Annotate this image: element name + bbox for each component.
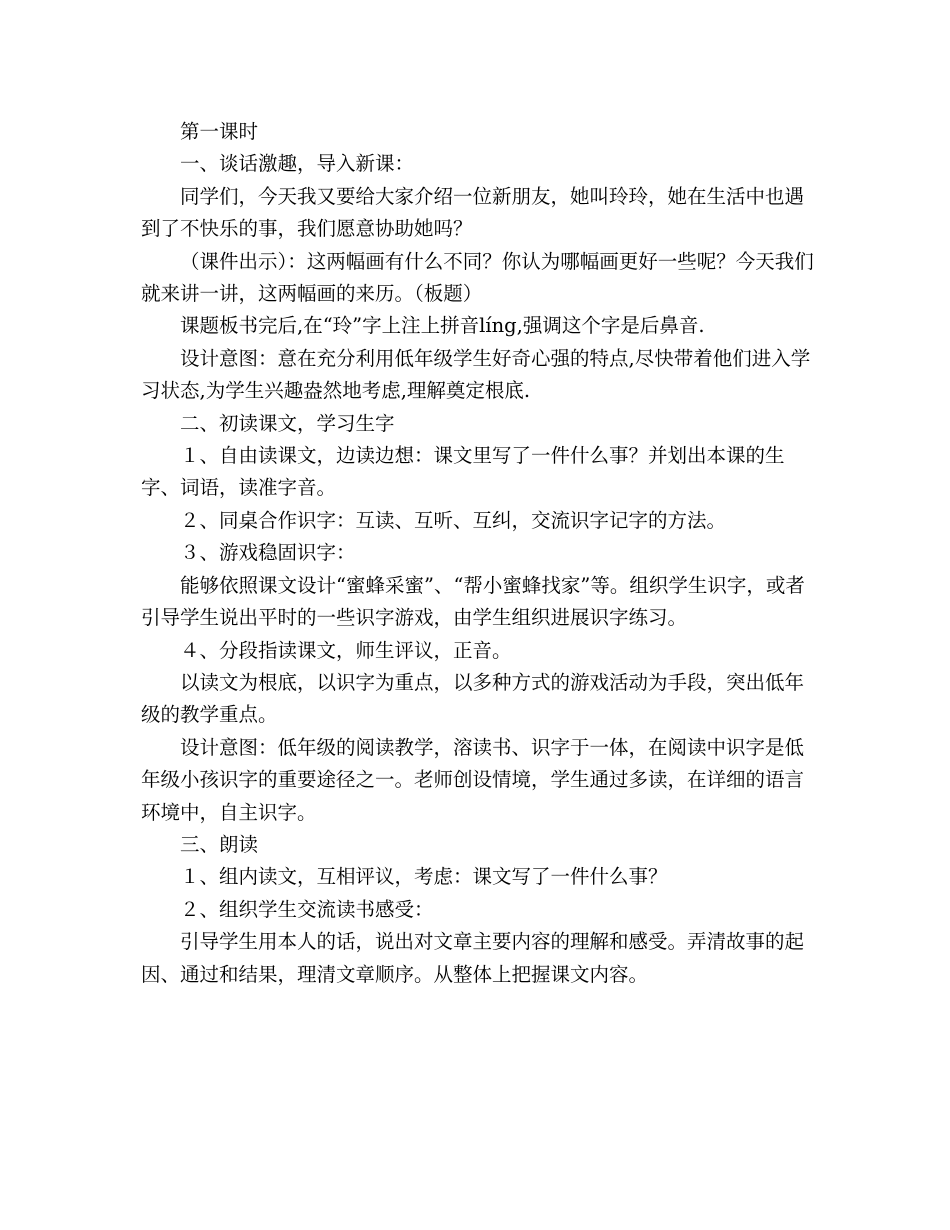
list-item-3: ３、游戏稳固识字： — [180, 541, 356, 565]
paragraph-courseware: （课件出示）：这两幅画有什么不同？你认为哪幅画更好一些呢？今天我们就来讲一讲，这两幅画的来历。（板题） — [141, 249, 814, 306]
list-item-1: １、自由读课文，边读边想：课文里写了一件什么事？并划出本课的生字、词语，读准字音。 — [141, 444, 785, 500]
paragraph-guide: 引导学生用本人的话，说出对文章主要内容的理解和感受。弄清故事的起因、通过和结果，理清文章顺序。从整体上把握课文内容。 — [141, 930, 805, 986]
paragraph-focus: 以读文为根底，以识字为重点，以多种方式的游戏活动为手段，突出低年级的教学重点。 — [141, 670, 805, 727]
list-item-4: ４、分段指读课文，师生评议，正音。 — [180, 638, 512, 662]
paragraph-design-intent-2: 设计意图：低年级的阅读教学，溶读书、识字于一体，在阅读中识字是低年级小孩识字的重要途径之一。老师创设情境，学生通过多读，在详细的语言环境中，自主识字。 — [141, 735, 805, 824]
paragraph-design-intent-1: 设计意图：意在充分利用低年级学生好奇心强的特点,尽快带着他们进入学习状态,为学生兴趣盎然地考虑,理解奠定根底. — [141, 346, 811, 403]
list-item-2: ２、同桌合作识字：互读、互听、互纠，交流识字记字的方法。 — [180, 508, 727, 532]
paragraph-game: 能够依照课文设计“蜜蜂采蜜”、“帮小蜜蜂找家”等。组织学生识字，或者引导学生说出平时的一些识字游戏，由学生组织进展识字练习。 — [141, 573, 805, 630]
list-item-5: １、组内读文，互相评议，考虑：课文写了一件什么事？ — [180, 865, 668, 889]
section-heading-2: 二、初读课文，学习生字 — [180, 411, 395, 435]
section-heading-1: 一、谈话激趣，导入新课： — [180, 152, 415, 176]
paragraph-board-title: 课题板书完后,在“玲”字上注上拼音líng,强调这个字是后鼻音. — [180, 314, 705, 338]
section-heading-3: 三、朗读 — [180, 832, 259, 856]
list-item-6: ２、组织学生交流读书感受： — [180, 897, 434, 921]
paragraph-intro: 同学们，今天我又要给大家介绍一位新朋友，她叫玲玲，她在生活中也遇到了不快乐的事，我们愿意协助她吗？ — [141, 184, 805, 241]
document-body — [141, 116, 821, 991]
lesson-heading: 第一课时 — [180, 120, 259, 143]
